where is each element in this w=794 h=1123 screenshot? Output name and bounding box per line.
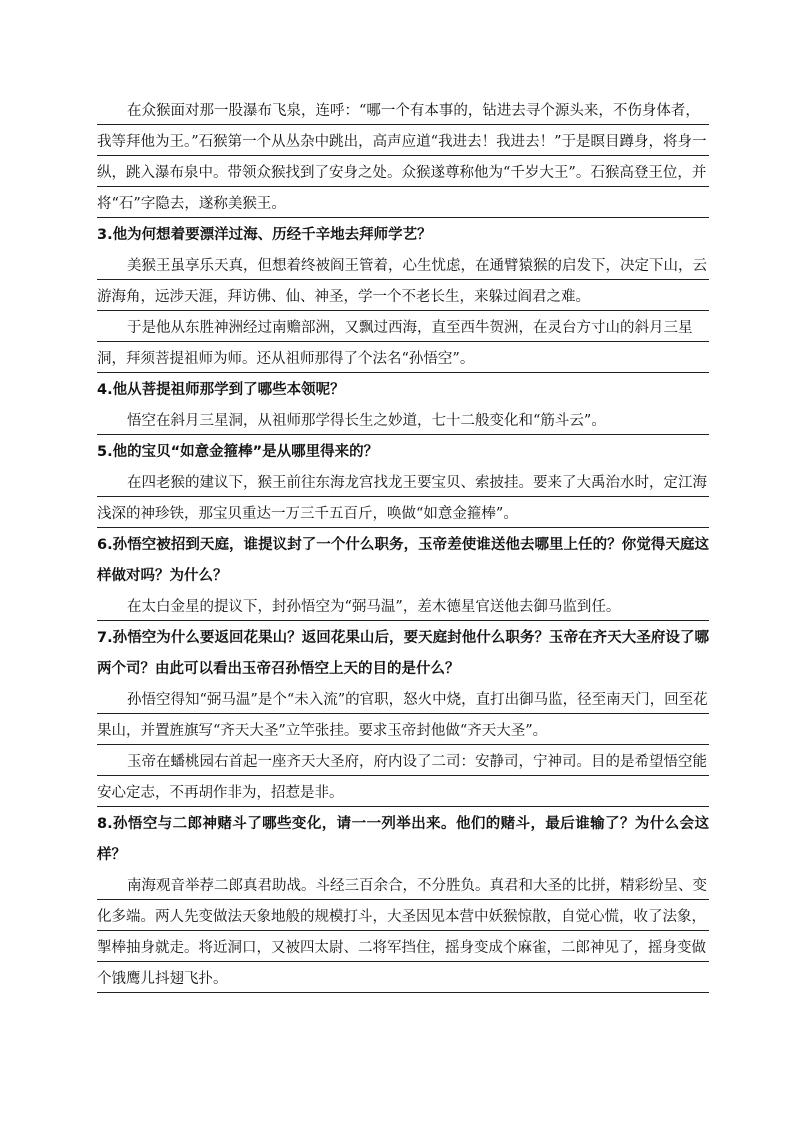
answer-paragraph: 在太白金星的提议下，封孙悟空为“弼马温”，差木德星官送他去御马监到任。 bbox=[97, 592, 709, 623]
question-heading: 5.他的宝贝“如意金箍棒”是从哪里得来的？ bbox=[97, 444, 379, 460]
question-heading: 6.孙悟空被招到天庭，谁提议封了一个什么职务，玉帝差使谁送他去哪里上任的？你觉得天庭这样做对吗？为什么？ bbox=[97, 537, 709, 584]
question-heading: 4.他从菩提祖师那学到了哪些本领呢？ bbox=[97, 382, 345, 398]
answer-paragraph: 南海观音举荐二郎真君助战。斗经三百余合，不分胜负。真君和大圣的比拼，精彩纷呈、变化多端。两人先变做法天象地般的规模打斗，大圣因见本营中妖猴惊散，自觉心慌，收了法象，掣棒抽身就走。将近洞口，又被四太尉、二将军挡住，摇身变成个麻雀，二郎神见了，摇身变做个饿鹰儿抖翅飞扑。 bbox=[97, 871, 709, 995]
answer-paragraph: 悟空在斜月三星洞，从祖师那学得长生之妙道，七十二般变化和“筋斗云”。 bbox=[97, 406, 709, 437]
answer-paragraph: 美猴王虽享乐天真，但想着终被阎王管着，心生忧虑，在通臂猿猴的启发下，决定下山，云游海角，远涉天涯，拜访佛、仙、神圣，学一个不老长生，来躲过阎君之难。 bbox=[97, 251, 709, 313]
answer-paragraph: 孙悟空得知“弼马温”是个“未入流”的官职，怒火中烧，直打出御马监，径至南天门，回至花果山，并置旌旗写“齐天大圣”立竿张挂。要求玉帝封他做“齐天大圣”。 bbox=[97, 685, 709, 747]
question-heading: 7.孙悟空为什么要返回花果山？返回花果山后，要天庭封他什么职务？玉帝在齐天大圣府设了哪两个司？由此可以看出玉帝召孙悟空上天的目的是什么？ bbox=[97, 630, 709, 677]
answer-paragraph: 在四老猴的建议下，猴王前往东海龙宫找龙王要宝贝、索披挂。要来了大禹治水时，定江海浅深的神珍铁，那宝贝重达一万三千五百斤，唤做“如意金箍棒”。 bbox=[97, 468, 709, 530]
answer-paragraph: 于是他从东胜神洲经过南赡部洲，又飘过西海，直至西牛贺洲，在灵台方寸山的斜月三星洞，拜须菩提祖师为师。还从祖师那得了个法名“孙悟空”。 bbox=[97, 313, 709, 375]
document-body bbox=[97, 96, 709, 995]
answer-paragraph: 玉帝在蟠桃园右首起一座齐天大圣府，府内设了二司：安静司，宁神司。目的是希望悟空能安心定志，不再胡作非为，招惹是非。 bbox=[97, 747, 709, 809]
question-heading: 3.他为何想着要漂洋过海、历经千辛地去拜师学艺？ bbox=[97, 227, 432, 243]
answer-paragraph: 在众猴面对那一股瀑布飞泉，连呼：“哪一个有本事的，钻进去寻个源头来，不伤身体者，我等拜他为王。”石猴第一个从丛杂中跳出，高声应道“我进去！我进去！”于是瞑目蹲身，将身一纵，跳入瀑布泉中。带领众猴找到了安身之处。众猴遂尊称他为“千岁大王”。石猴高登王位，并将“石”字隐去，遂称美猴王。 bbox=[97, 96, 709, 220]
question-heading: 8.孙悟空与二郎神赌斗了哪些变化，请一一列举出来。他们的赌斗，最后谁输了？为什么会这样？ bbox=[97, 816, 709, 863]
